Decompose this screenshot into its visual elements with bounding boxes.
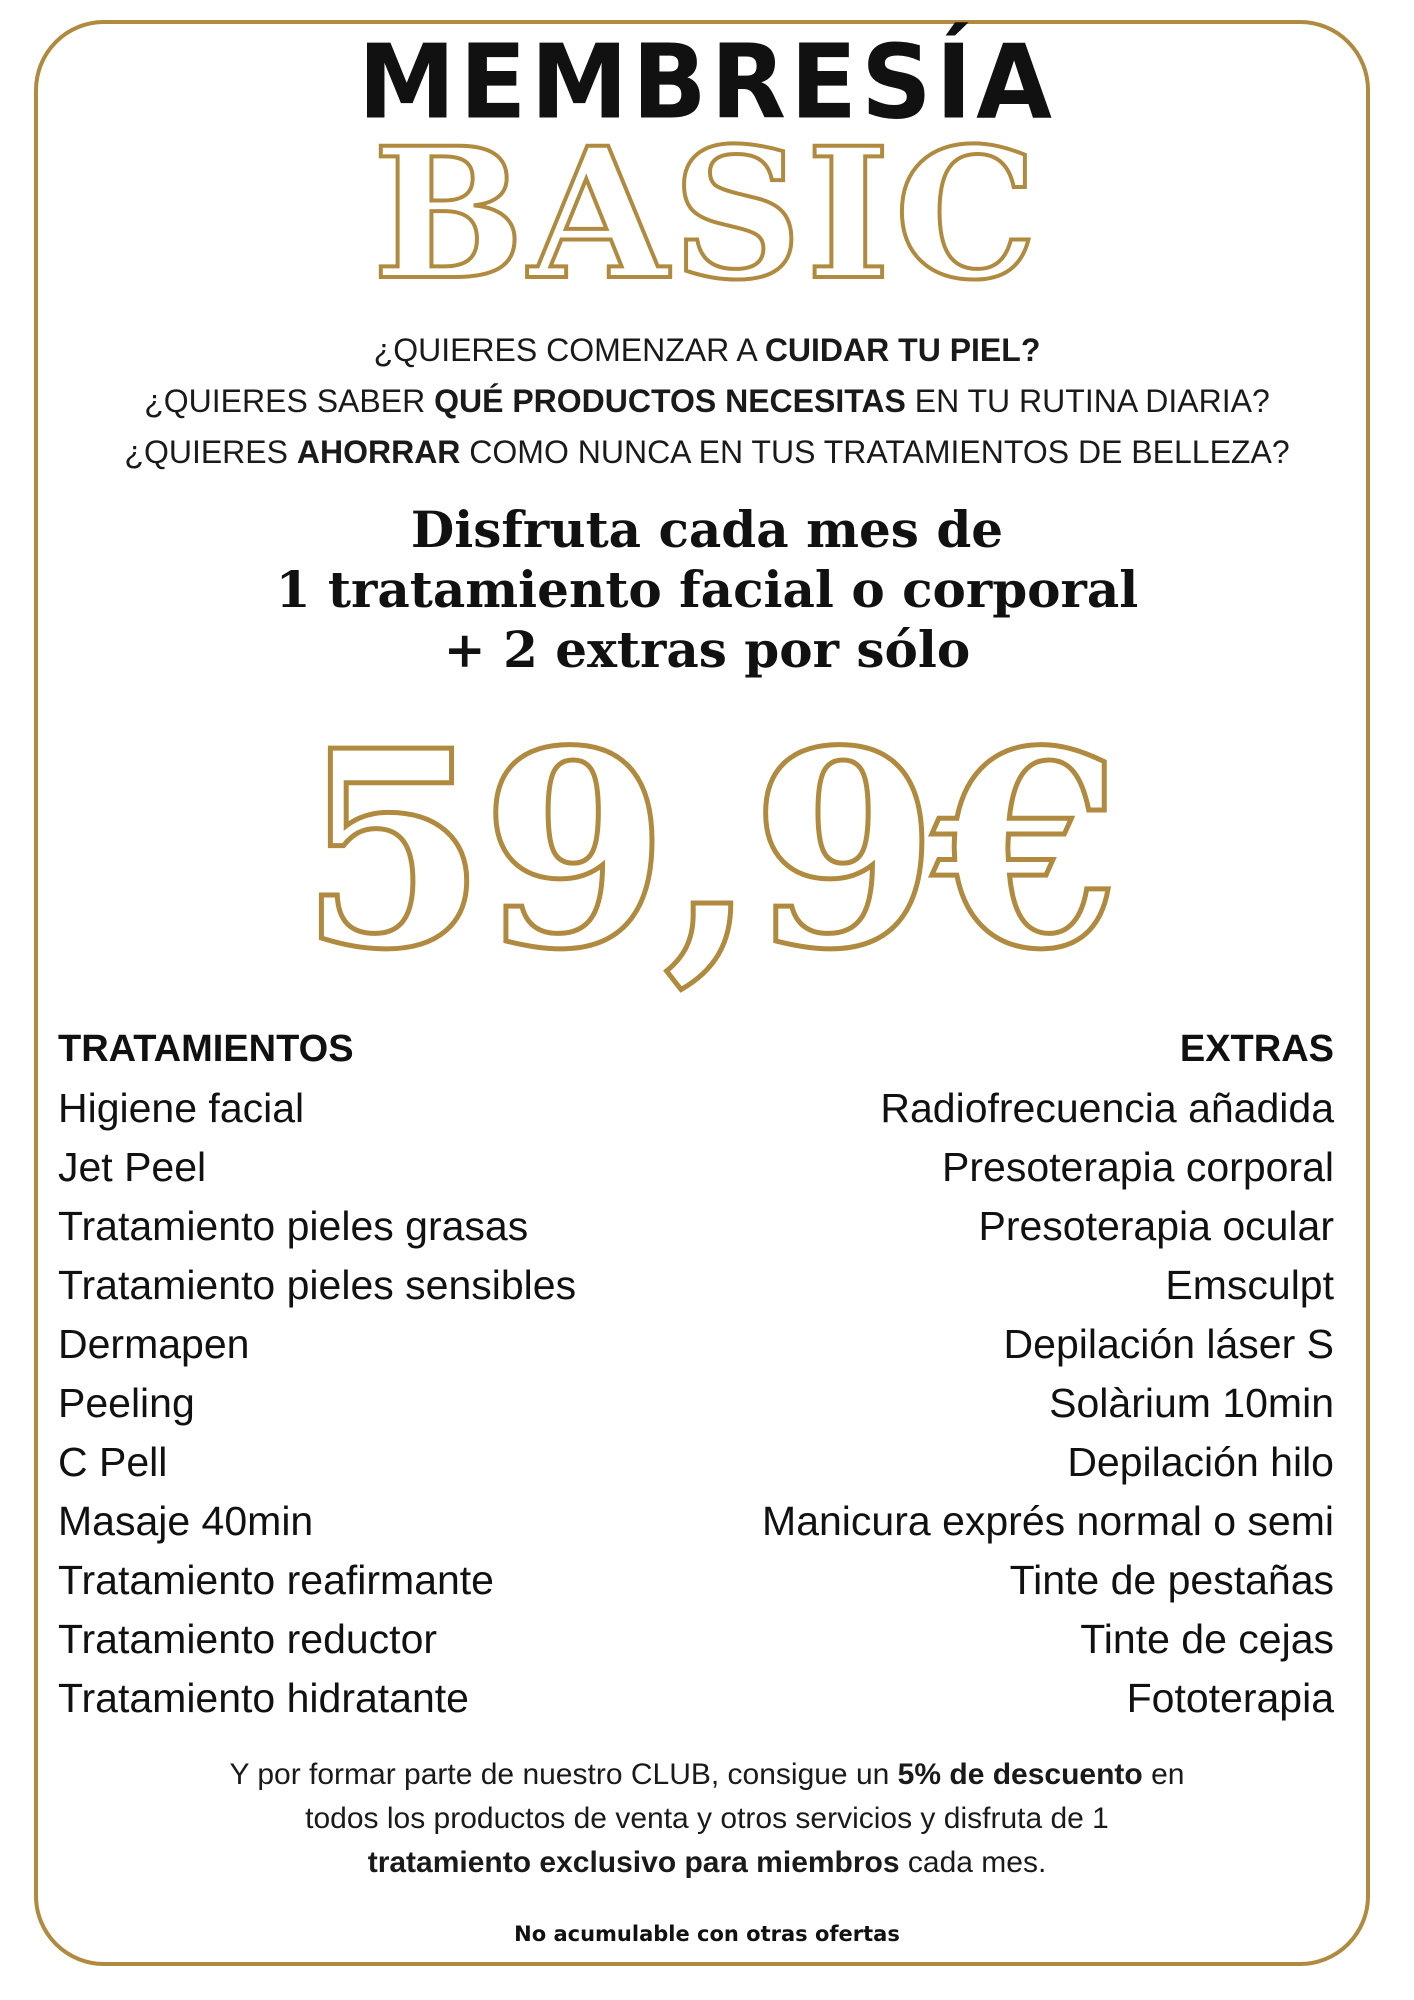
question-line: ¿QUIERES COMENZAR A CUIDAR TU PIEL? [373,332,1041,368]
list-item: Higiene facial [58,1085,305,1131]
list-item: Tratamiento reductor [58,1616,438,1662]
list-item: C Pell [58,1439,168,1485]
list-item: Radiofrecuencia añadida [880,1085,1334,1131]
question-line: ¿QUIERES SABER QUÉ PRODUCTOS NECESITAS EN TU RUTINA DIARIA? [144,383,1270,419]
question-line: ¿QUIERES AHORRAR COMO NUNCA EN TUS TRATAMIENTOS DE BELLEZA? [124,434,1290,470]
list-item: Peeling [58,1380,195,1426]
price-value: 59,9€ [299,691,1115,1009]
club-line: Y por formar parte de nuestro CLUB, consigue un 5% de descuento en [229,1758,1185,1791]
club-line: todos los productos de venta y otros servicios y disfruta de 1 [305,1802,1109,1835]
disclaimer-note: No acumulable con otras ofertas [514,1922,900,1946]
list-item: Tratamiento reafirmante [58,1557,494,1603]
treatments-list [58,1020,576,1728]
membership-tier-name: BASIC [372,109,1042,320]
list-item: Presoterapia corporal [942,1144,1334,1190]
treatments-heading: TRATAMIENTOS [58,1028,354,1070]
list-item: Tinte de pestañas [1009,1557,1334,1603]
page-title: MEMBRESÍA [358,23,1056,143]
extras-list [762,1020,1334,1728]
list-item: Masaje 40min [58,1498,314,1544]
list-item: Fototerapia [1126,1675,1334,1721]
list-item: Tratamiento hidratante [58,1675,469,1721]
list-item: Depilación hilo [1067,1439,1334,1485]
offer-line: + 2 extras por sólo [443,620,971,679]
list-item: Tratamiento pieles sensibles [58,1262,577,1308]
list-item: Jet Peel [58,1144,207,1190]
offer-line: Disfruta cada mes de [410,500,1004,559]
list-item: Tratamiento pieles grasas [58,1203,529,1249]
offer-line: 1 tratamiento facial o corporal [275,560,1139,619]
list-item: Presoterapia ocular [978,1203,1334,1249]
list-item: Solàrium 10min [1049,1380,1334,1426]
list-item: Depilación láser S [1003,1321,1334,1367]
offer-headline [0,500,1414,680]
extras-heading: EXTRAS [1179,1028,1334,1070]
club-line: tratamiento exclusivo para miembros cada mes. [367,1846,1047,1879]
intro-questions [0,325,1414,478]
list-item: Emsculpt [1165,1262,1334,1308]
list-item: Manicura exprés normal o semi [762,1498,1334,1544]
list-item: Tinte de cejas [1080,1616,1334,1662]
list-item: Dermapen [58,1321,250,1367]
club-benefits-text [0,1753,1414,1885]
